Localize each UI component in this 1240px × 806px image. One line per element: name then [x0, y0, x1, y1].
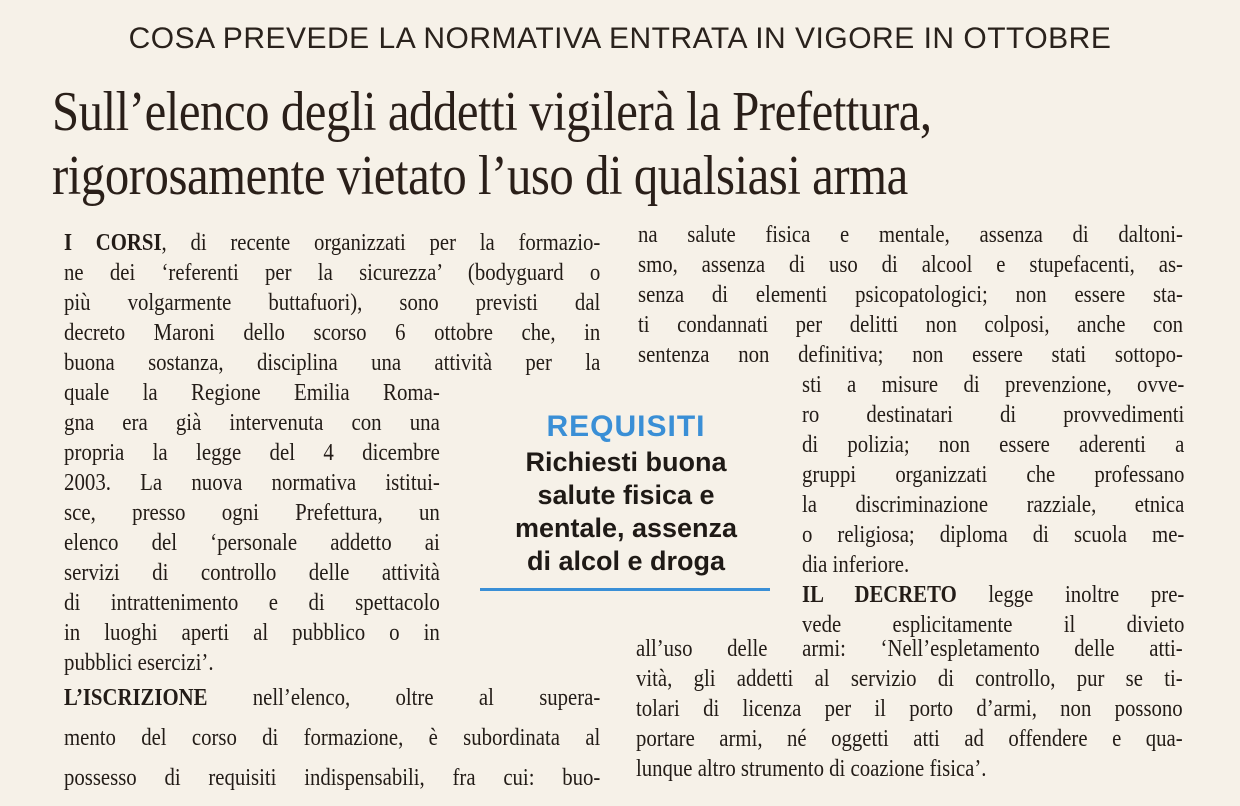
article-col2-top [638, 220, 1183, 370]
text-line: tolari di licenza per il porto d’armi, non possono [636, 696, 1183, 722]
text-line: sti a misure di prevenzione, ovve- [802, 372, 1185, 398]
text-line: servizi di controllo delle attività [64, 560, 440, 586]
callout-line: salute fisica e [537, 480, 715, 510]
text-line: all’uso delle armi: ‘Nell’espletamento delle atti- [636, 636, 1183, 662]
text-line: gna era già intervenuta con una [64, 410, 440, 436]
callout-line: Richiesti buona [525, 447, 727, 477]
headline [52, 80, 1053, 208]
callout-label: REQUISITI [546, 410, 706, 443]
text-line: possesso di requisiti indispensabili, fra cui: buo- [64, 765, 601, 791]
text-line: quale la Regione Emilia Roma- [64, 380, 440, 406]
text-line: la discriminazione razziale, etnica [802, 492, 1185, 518]
callout-line: mentale, assenza [514, 513, 738, 543]
article-col1-middle [64, 378, 440, 678]
text-line: gruppi organizzati che professano [802, 462, 1185, 488]
text-line: di polizia; non essere aderenti a [802, 432, 1185, 458]
text-line: vede esplicitamente il divieto [802, 612, 1185, 638]
text-line: legge inoltre pre- [956, 582, 1185, 608]
text-line: nell’elenco, oltre al supera- [207, 685, 601, 711]
headline-line-1: Sull’elenco degli addetti vigilerà la Prefettura, [52, 81, 932, 143]
text-line: , di recente organizzati per la formazio- [161, 230, 601, 256]
text-line: più volgarmente buttafuori), sono previsti dal [64, 290, 601, 316]
text-line: ro destinatari di provvedimenti [802, 402, 1185, 428]
text-line: portare armi, né oggetti atti ad offendere e qua- [636, 726, 1183, 752]
callout-line: di alcol e droga [526, 546, 726, 576]
text-line: vità, gli addetti al servizio di controllo, pur se ti- [636, 666, 1183, 692]
text-line: ti condannati per delitti non colposi, anche con [638, 312, 1183, 338]
text-line: lunque altro strumento di coazione fisica’. [636, 756, 987, 782]
text-line: in luoghi aperti al pubblico o in [64, 620, 440, 646]
text-line: senza di elementi psicopatologici; non essere sta- [638, 282, 1183, 308]
text-line: na salute fisica e mentale, assenza di daltoni- [638, 222, 1183, 248]
text-line: buona sostanza, disciplina una attività per la [64, 350, 601, 376]
lead-i-corsi: I CORSI [64, 230, 162, 256]
callout-text [478, 446, 774, 578]
text-line: di intrattenimento e di spettacolo [64, 590, 440, 616]
kicker: COSA PREVEDE LA NORMATIVA ENTRATA IN VIGORE IN OTTOBRE [128, 22, 1112, 55]
headline-line-2: rigorosamente vietato l’uso di qualsiasi arma [52, 145, 908, 207]
text-line: o religiosa; diploma di scuola me- [802, 522, 1185, 548]
lead-il-decreto: IL DECRETO [802, 582, 957, 608]
text-line: sce, presso ogni Prefettura, un [64, 500, 440, 526]
requisiti-callout [478, 410, 774, 578]
lead-iscrizione: L’ISCRIZIONE [64, 685, 208, 711]
text-line: ne dei ‘referenti per la sicurezza’ (bodyguard o [64, 260, 601, 286]
text-line: propria la legge del 4 dicembre [64, 440, 440, 466]
text-line: pubblici esercizi’. [64, 650, 214, 676]
text-line: mento del corso di formazione, è subordinata al [64, 725, 601, 751]
article-col2-bottom [636, 634, 1183, 784]
callout-divider [480, 588, 770, 591]
text-line: 2003. La nuova normativa istitui- [64, 470, 440, 496]
text-line: sentenza non definitiva; non essere stati sottopo- [638, 342, 1183, 368]
text-line: elenco del ‘personale addetto ai [64, 530, 440, 556]
article-col1-top [64, 228, 600, 378]
article-col2-middle [802, 370, 1184, 640]
text-line: decreto Maroni dello scorso 6 ottobre che, in [64, 320, 601, 346]
text-line: dia inferiore. [802, 552, 910, 578]
article-col1-bottom [64, 678, 600, 798]
text-line: smo, assenza di uso di alcool e stupefacenti, as- [638, 252, 1183, 278]
